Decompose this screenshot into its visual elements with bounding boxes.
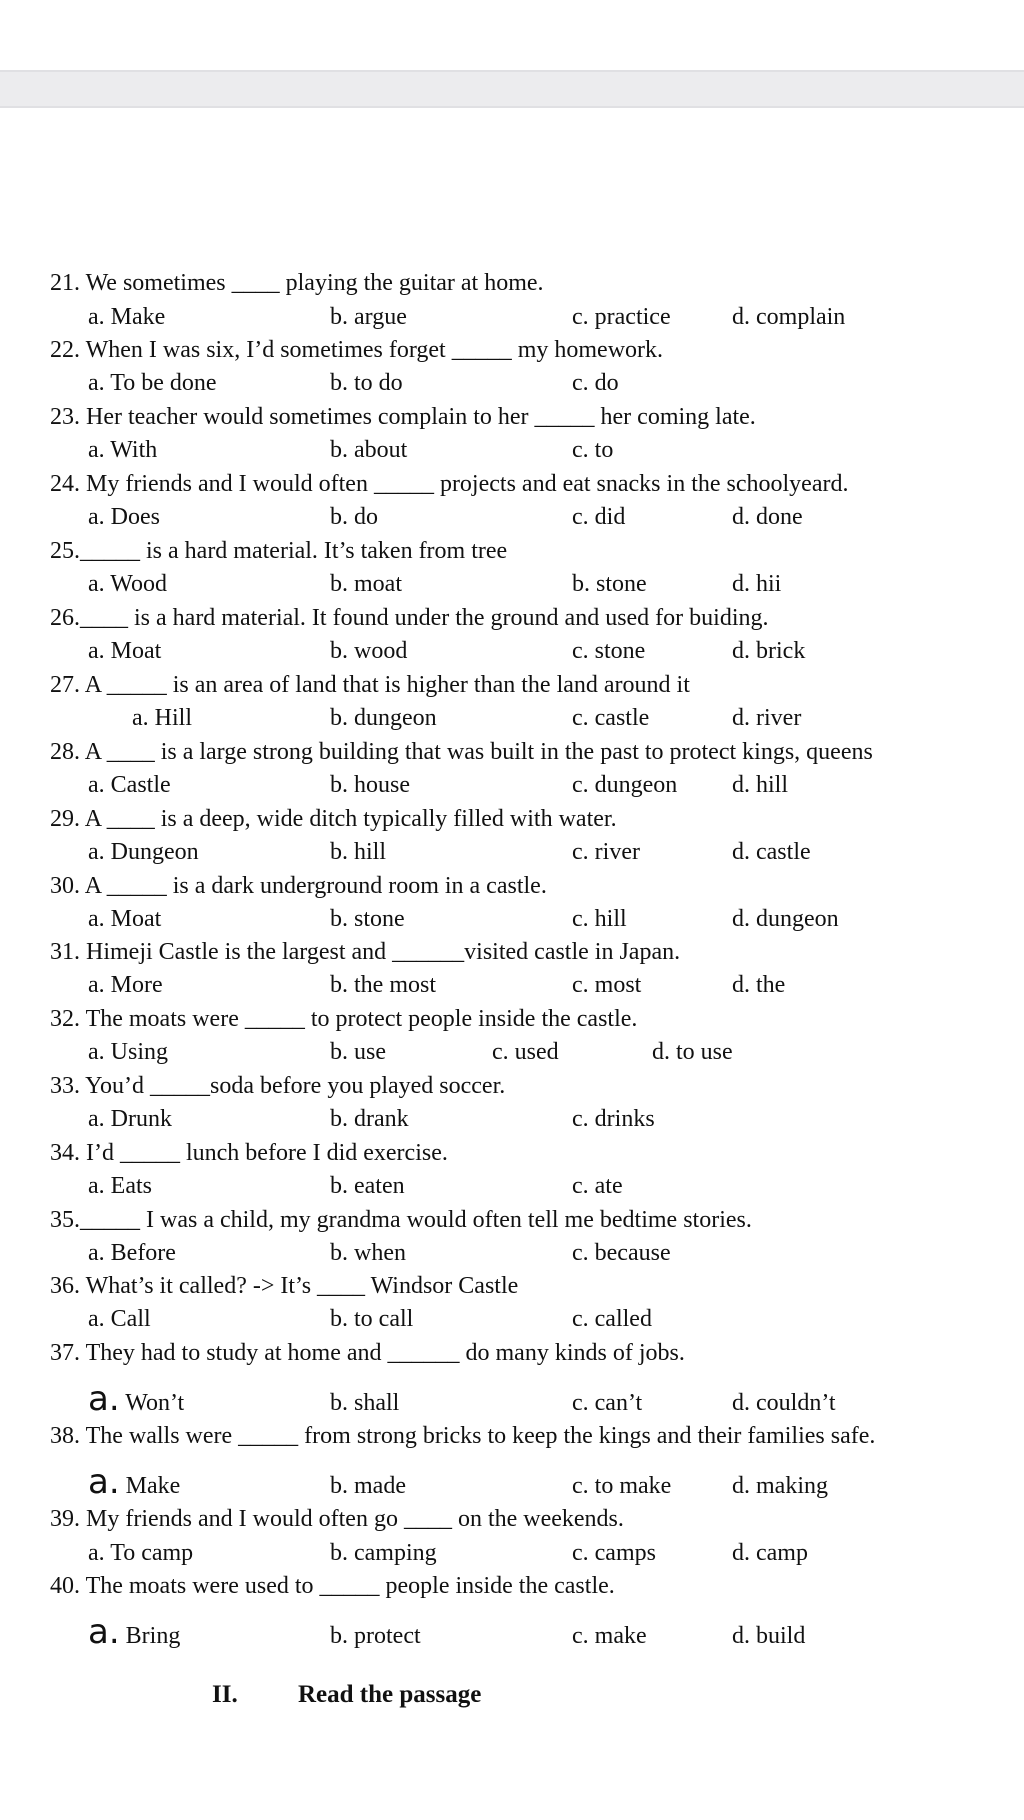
- option-b[interactable]: b. hill: [330, 839, 387, 865]
- question-34: [50, 1138, 448, 1168]
- question-24: [50, 469, 848, 499]
- option-a[interactable]: a. Using: [88, 1039, 168, 1065]
- option-c[interactable]: c. most: [572, 972, 642, 998]
- option-d[interactable]: d. camp: [732, 1540, 808, 1566]
- option-b[interactable]: b. to call: [330, 1306, 414, 1332]
- option-label: Make: [125, 1473, 181, 1499]
- question-31: [50, 937, 680, 967]
- option-c[interactable]: c. because: [572, 1240, 671, 1266]
- question-29: [50, 804, 617, 834]
- option-a[interactable]: a. Drunk: [88, 1106, 172, 1132]
- question-text: Her teacher would sometimes complain to her _____ her coming late.: [86, 404, 756, 430]
- question-number: 29.: [50, 806, 80, 832]
- option-d[interactable]: d. build: [732, 1623, 806, 1649]
- question-number: 37.: [50, 1340, 80, 1366]
- option-c[interactable]: c. called: [572, 1306, 652, 1332]
- question-text: You’d _____soda before you played soccer.: [85, 1073, 506, 1099]
- option-label: Won’t: [125, 1390, 185, 1416]
- question-text: A ____ is a deep, wide ditch typically filled with water.: [84, 806, 617, 832]
- option-c[interactable]: c. practice: [572, 304, 671, 330]
- option-c[interactable]: c. did: [572, 504, 626, 530]
- option-b[interactable]: b. camping: [330, 1540, 437, 1566]
- question-21: [50, 268, 544, 298]
- question-text: When I was six, I’d sometimes forget _____ my homework.: [85, 337, 664, 363]
- option-c[interactable]: c. ate: [572, 1173, 623, 1199]
- option-b[interactable]: b. about: [330, 437, 408, 463]
- question-text: I’d _____ lunch before I did exercise.: [86, 1140, 448, 1166]
- option-a[interactable]: a. Before: [88, 1240, 176, 1266]
- question-text: We sometimes ____ playing the guitar at home.: [85, 270, 544, 296]
- option-a[interactable]: a. Wood: [88, 571, 167, 597]
- option-a[interactable]: a. Eats: [88, 1173, 152, 1199]
- question-number: 35.: [50, 1207, 80, 1233]
- option-a[interactable]: a. To camp: [88, 1540, 194, 1566]
- option-c[interactable]: c. hill: [572, 906, 627, 932]
- question-40: [50, 1571, 615, 1601]
- question-text: My friends and I would often _____ projects and eat snacks in the schoolyeard.: [86, 471, 849, 497]
- option-b[interactable]: b. when: [330, 1240, 406, 1266]
- option-c[interactable]: c. camps: [572, 1540, 656, 1566]
- option-a[interactable]: a. Castle: [88, 772, 171, 798]
- question-38: [50, 1421, 875, 1451]
- option-d[interactable]: d. brick: [732, 638, 806, 664]
- question-text: The moats were _____ to protect people inside the castle.: [85, 1006, 638, 1032]
- option-b[interactable]: b. the most: [330, 972, 436, 998]
- question-text: The walls were _____ from strong bricks to keep the kings and their families safe.: [85, 1423, 876, 1449]
- question-33: [50, 1071, 505, 1101]
- option-d[interactable]: d. castle: [732, 839, 811, 865]
- option-a[interactable]: a. Moat: [88, 638, 162, 664]
- question-text: ____ is a hard material. It found under the ground and used for buiding.: [80, 605, 769, 631]
- option-b[interactable]: b. drank: [330, 1106, 409, 1132]
- question-number: 23.: [50, 404, 80, 430]
- question-number: 25.: [50, 538, 80, 564]
- question-text: What’s it called? -> It’s ____ Windsor Castle: [85, 1273, 519, 1299]
- option-label: Bring: [125, 1623, 181, 1649]
- option-d[interactable]: d. hii: [732, 571, 782, 597]
- option-b[interactable]: b. house: [330, 772, 410, 798]
- question-number: 30.: [50, 873, 80, 899]
- option-b[interactable]: b. made: [330, 1473, 406, 1499]
- option-a[interactable]: [88, 1379, 185, 1419]
- question-35: [50, 1205, 752, 1235]
- option-d[interactable]: d. complain: [732, 304, 846, 330]
- option-c[interactable]: c. make: [572, 1623, 647, 1649]
- option-d[interactable]: d. river: [732, 705, 802, 731]
- option-a[interactable]: a. Make: [88, 304, 166, 330]
- question-30: [50, 871, 547, 901]
- question-text: They had to study at home and ______ do many kinds of jobs.: [85, 1340, 685, 1366]
- option-b[interactable]: b. stone: [330, 906, 405, 932]
- section-title: Read the passage: [298, 1681, 482, 1708]
- option-a[interactable]: a. More: [88, 972, 163, 998]
- question-text: A _____ is an area of land that is higher than the land around it: [84, 672, 690, 698]
- question-22: [50, 335, 663, 365]
- option-a[interactable]: a. Call: [88, 1306, 151, 1332]
- option-b[interactable]: b. do: [330, 504, 378, 530]
- option-letter: a.: [88, 1379, 120, 1419]
- option-c[interactable]: b. stone: [572, 571, 647, 597]
- question-number: 32.: [50, 1006, 80, 1032]
- question-39: [50, 1504, 624, 1534]
- option-b[interactable]: b. to do: [330, 370, 403, 396]
- question-text: My friends and I would often go ____ on the weekends.: [86, 1506, 624, 1532]
- question-number: 36.: [50, 1273, 80, 1299]
- option-d[interactable]: d. the: [732, 972, 786, 998]
- option-d[interactable]: d. hill: [732, 772, 789, 798]
- question-number: 33.: [50, 1073, 80, 1099]
- option-letter: a.: [88, 1462, 120, 1502]
- option-a[interactable]: a. Dungeon: [88, 839, 199, 865]
- question-number: 22.: [50, 337, 80, 363]
- option-a[interactable]: a. To be done: [88, 370, 217, 396]
- question-text: A ____ is a large strong building that was built in the past to protect kings, queens: [84, 739, 873, 765]
- option-b[interactable]: b. argue: [330, 304, 407, 330]
- question-28: [50, 737, 873, 767]
- section-numeral: II.: [212, 1681, 238, 1708]
- option-c[interactable]: c. used: [492, 1039, 559, 1065]
- question-number: 34.: [50, 1140, 80, 1166]
- question-25: [50, 536, 507, 566]
- question-number: 28.: [50, 739, 80, 765]
- option-c[interactable]: c. drinks: [572, 1106, 655, 1132]
- option-d[interactable]: d. dungeon: [732, 906, 839, 932]
- option-c[interactable]: c. do: [572, 370, 619, 396]
- option-c[interactable]: c. stone: [572, 638, 646, 664]
- question-text: _____ is a hard material. It’s taken from tree: [80, 538, 508, 564]
- question-number: 38.: [50, 1423, 80, 1449]
- option-c[interactable]: c. dungeon: [572, 772, 678, 798]
- question-number: 27.: [50, 672, 80, 698]
- question-text: Himeji Castle is the largest and ______visited castle in Japan.: [86, 939, 681, 965]
- question-text: _____ I was a child, my grandma would often tell me bedtime stories.: [80, 1207, 752, 1233]
- option-b[interactable]: b. use: [330, 1039, 386, 1065]
- option-a[interactable]: a. With: [88, 437, 158, 463]
- question-number: 40.: [50, 1573, 80, 1599]
- option-c[interactable]: c. to: [572, 437, 614, 463]
- option-d[interactable]: d. making: [732, 1473, 828, 1499]
- option-d[interactable]: d. to use: [652, 1039, 733, 1065]
- option-d[interactable]: d. done: [732, 504, 803, 530]
- option-b[interactable]: b. shall: [330, 1390, 400, 1416]
- option-a[interactable]: [88, 1462, 181, 1502]
- option-a[interactable]: [88, 1612, 181, 1652]
- browser-toolbar: [0, 70, 1024, 108]
- option-d[interactable]: d. couldn’t: [732, 1390, 836, 1416]
- question-number: 24.: [50, 471, 80, 497]
- question-23: [50, 402, 756, 432]
- option-a[interactable]: a. Hill: [132, 705, 192, 731]
- question-32: [50, 1004, 637, 1034]
- option-b[interactable]: b. eaten: [330, 1173, 405, 1199]
- option-letter: a.: [88, 1612, 120, 1652]
- option-a[interactable]: a. Does: [88, 504, 160, 530]
- question-27: [50, 670, 690, 700]
- option-c[interactable]: c. can’t: [572, 1390, 643, 1416]
- question-number: 21.: [50, 270, 80, 296]
- question-36: [50, 1271, 518, 1301]
- option-c[interactable]: c. to make: [572, 1473, 672, 1499]
- question-number: 31.: [50, 939, 80, 965]
- option-c[interactable]: c. castle: [572, 705, 650, 731]
- option-c[interactable]: c. river: [572, 839, 640, 865]
- option-a[interactable]: a. Moat: [88, 906, 162, 932]
- option-b[interactable]: b. wood: [330, 638, 408, 664]
- option-b[interactable]: b. dungeon: [330, 705, 437, 731]
- question-text: A _____ is a dark underground room in a castle.: [84, 873, 547, 899]
- option-b[interactable]: b. protect: [330, 1623, 421, 1649]
- question-text: The moats were used to _____ people inside the castle.: [85, 1573, 615, 1599]
- question-37: [50, 1338, 685, 1368]
- option-b[interactable]: b. moat: [330, 571, 402, 597]
- question-number: 39.: [50, 1506, 80, 1532]
- question-26: [50, 603, 769, 633]
- question-number: 26.: [50, 605, 80, 631]
